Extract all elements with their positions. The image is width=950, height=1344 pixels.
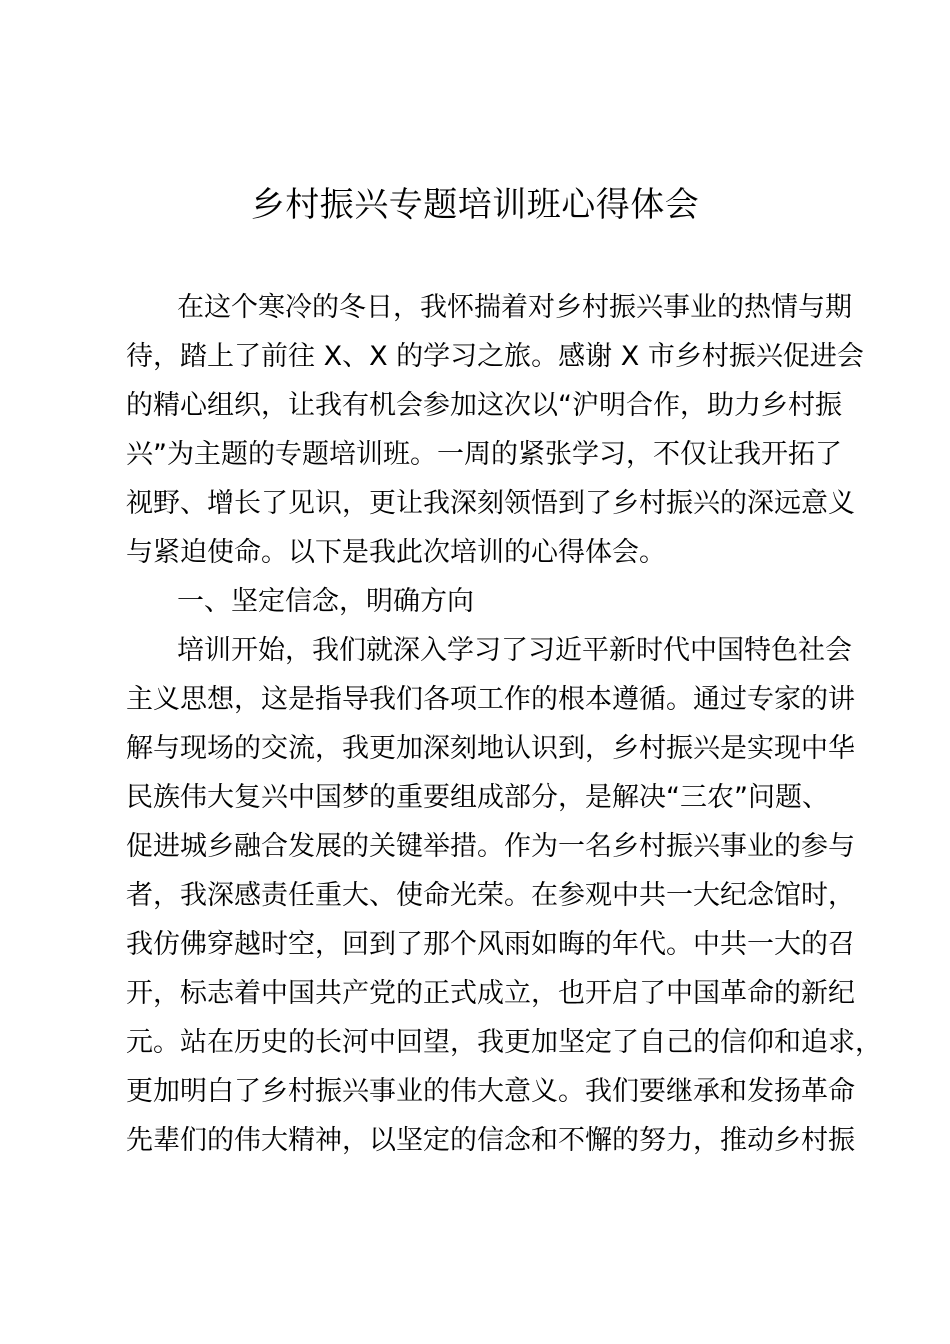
text-line: 先辈们的伟大精神，以坚定的信念和不懈的努力，推动乡村振 — [126, 1125, 855, 1156]
text-line: 与紧迫使命。以下是我此次培训的心得体会。 — [126, 537, 666, 568]
text-line: 我仿佛穿越时空，回到了那个风雨如晦的年代。中共一大的召 — [126, 929, 855, 960]
text-line: 元。站在历史的长河中回望，我更加坚定了自己的信仰和追求， — [126, 1027, 882, 1058]
text-line: 更加明白了乡村振兴事业的伟大意义。我们要继承和发扬革命 — [126, 1076, 855, 1107]
text-line: 兴”为主题的专题培训班。一周的紧张学习，不仅让我开拓了 — [126, 439, 842, 470]
text-line: 促进城乡融合发展的关键举措。作为一名乡村振兴事业的参与 — [126, 831, 855, 862]
section-heading: 一、坚定信念，明确方向 — [177, 586, 474, 617]
text-line: 待，踏上了前往 X、X 的学习之旅。感谢 X 市乡村振兴促进会 — [126, 341, 864, 372]
text-line: 培训开始，我们就深入学习了习近平新时代中国特色社会 — [177, 635, 852, 666]
text-line: 开，标志着中国共产党的正式成立，也开启了中国革命的新纪 — [126, 978, 855, 1009]
text-line: 视野、增长了见识，更让我深刻领悟到了乡村振兴的深远意义 — [126, 488, 855, 519]
document-title: 乡村振兴专题培训班心得体会 — [250, 185, 700, 225]
text-line: 解与现场的交流，我更加深刻地认识到，乡村振兴是实现中华 — [126, 733, 855, 764]
text-line: 者，我深感责任重大、使命光荣。在参观中共一大纪念馆时， — [126, 880, 855, 911]
text-line: 的精心组织，让我有机会参加这次以“沪明合作，助力乡村振 — [126, 390, 842, 421]
text-line: 民族伟大复兴中国梦的重要组成部分，是解决“三农”问题、 — [126, 782, 829, 813]
text-line: 在这个寒冷的冬日，我怀揣着对乡村振兴事业的热情与期 — [177, 292, 852, 323]
text-line: 主义思想，这是指导我们各项工作的根本遵循。通过专家的讲 — [126, 684, 855, 715]
